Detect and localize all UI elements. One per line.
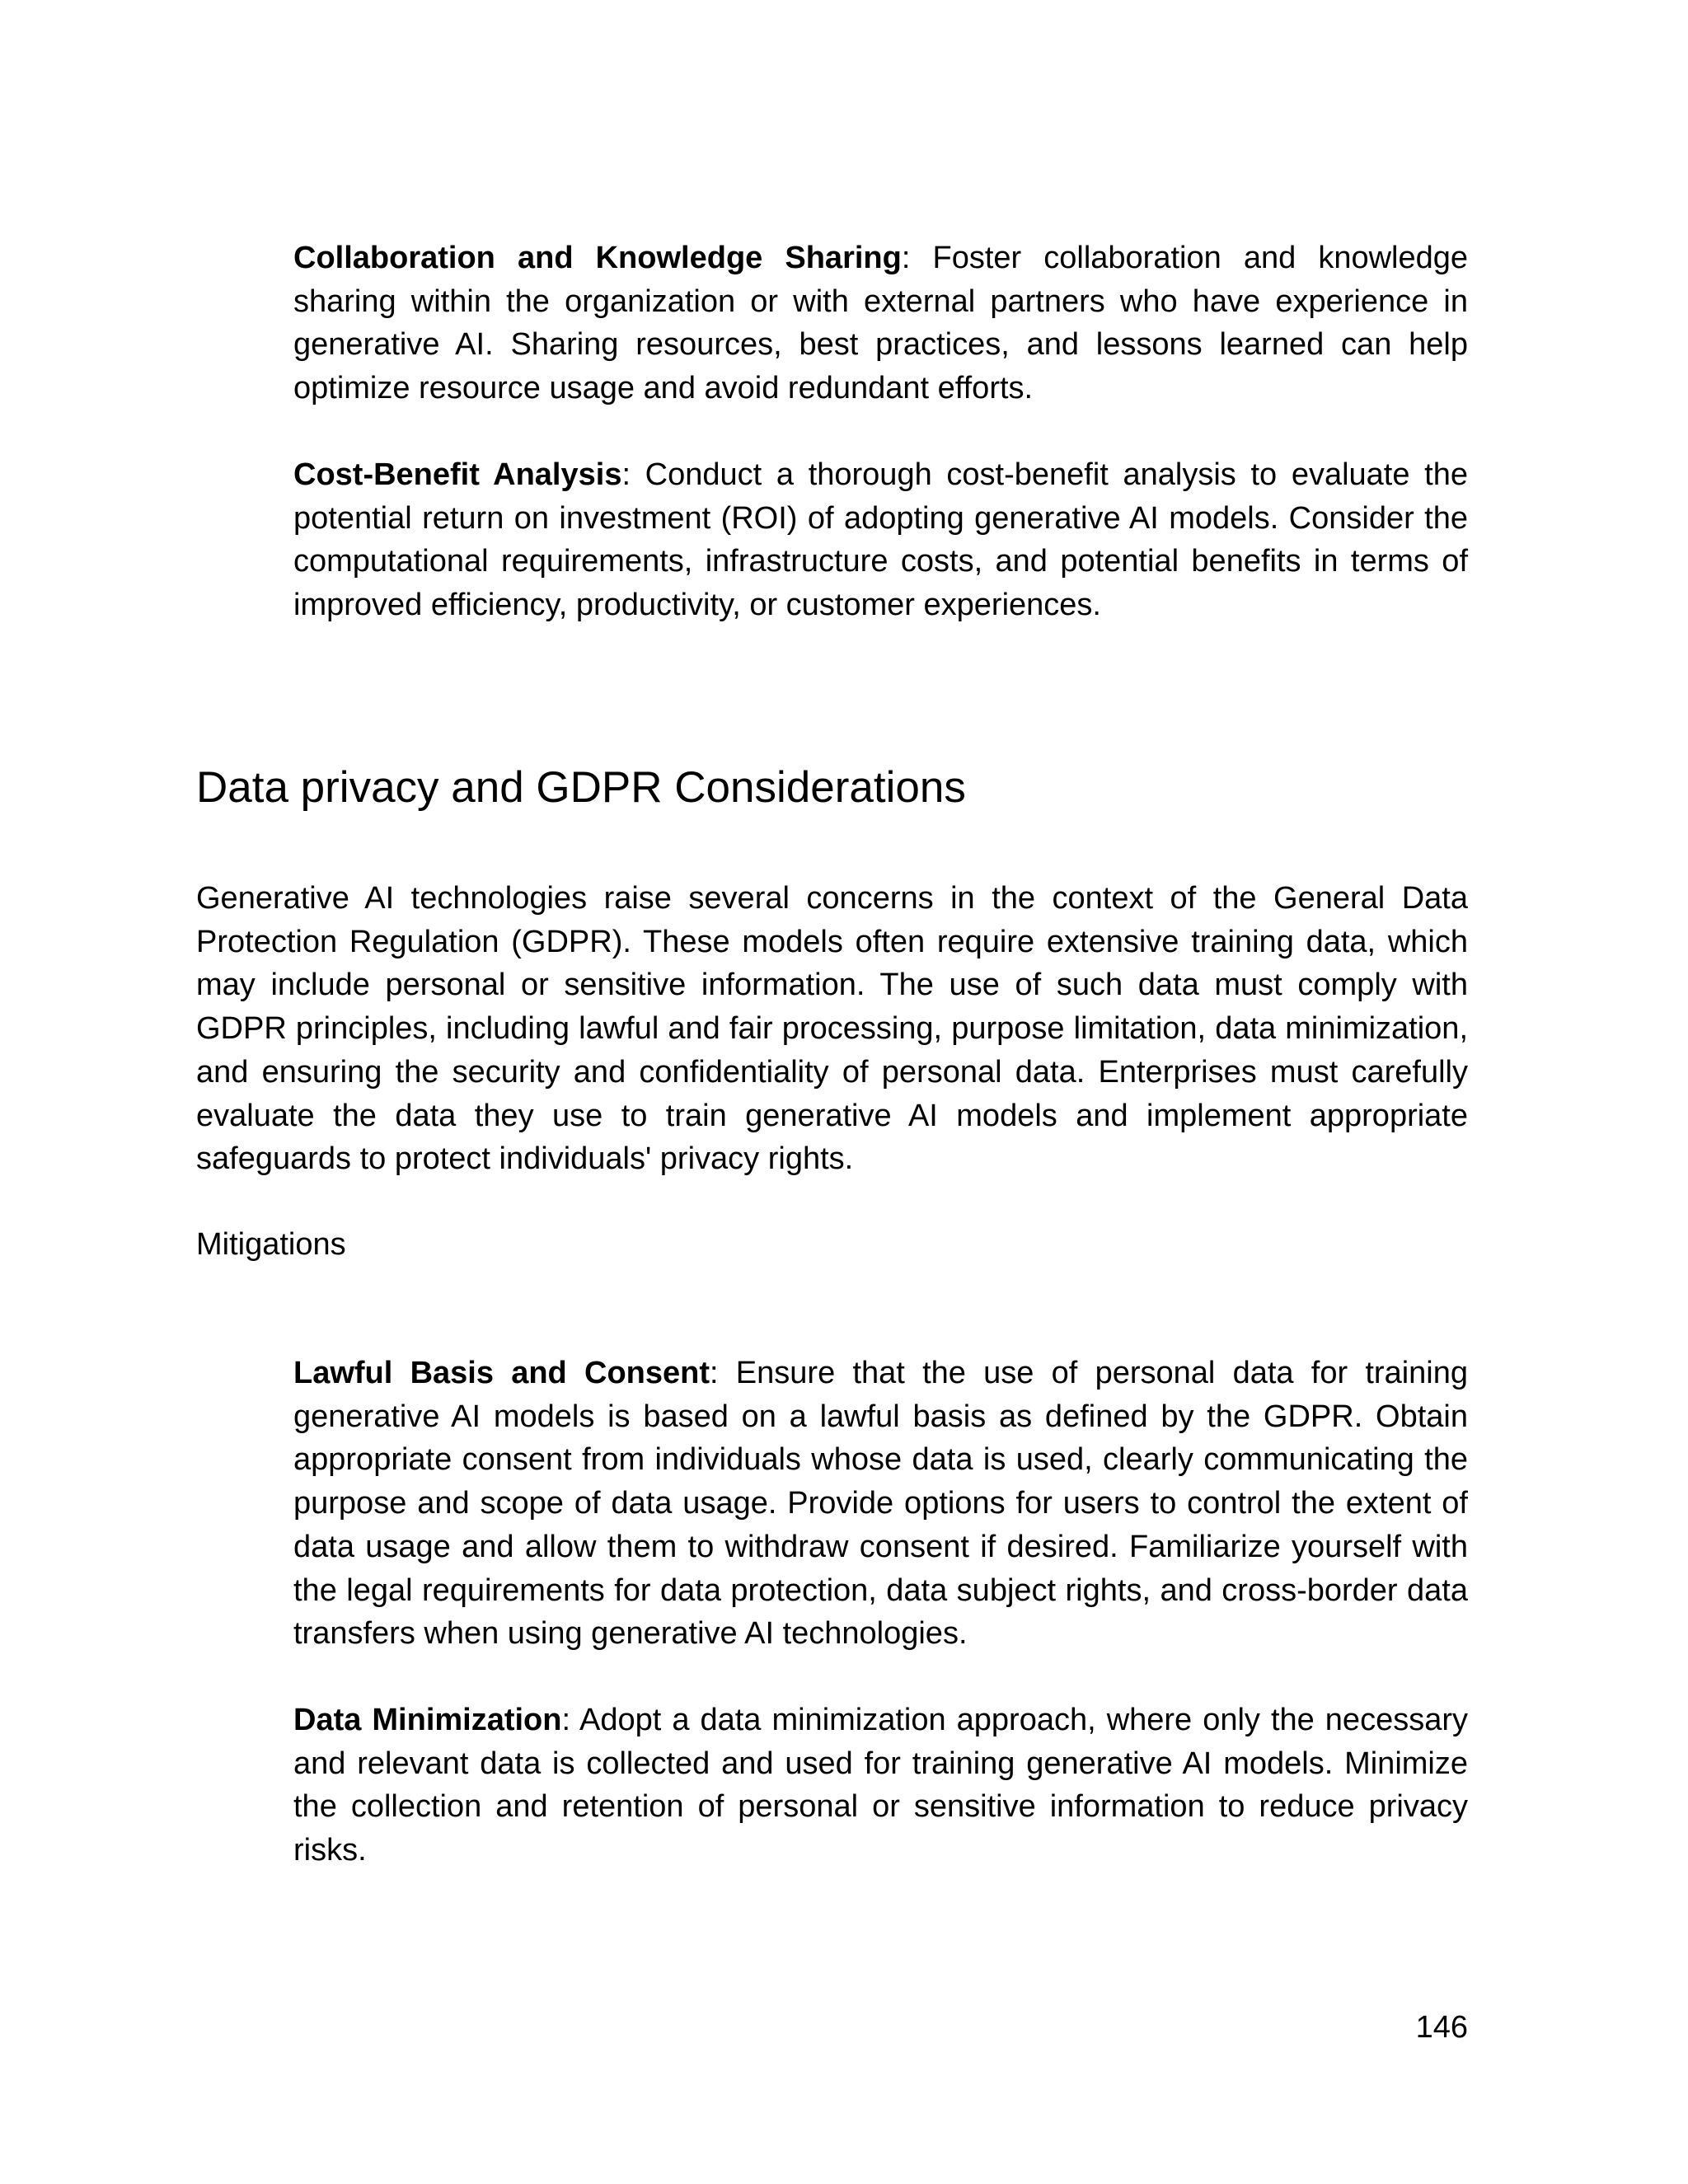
cost-benefit-paragraph xyxy=(293,453,1468,627)
cost-benefit-term: Cost-Benefit Analysis xyxy=(293,457,622,492)
page-number: 146 xyxy=(1415,2010,1468,2045)
lawful-basis-term: Lawful Basis and Consent xyxy=(293,1356,710,1390)
gdpr-intro-paragraph: Generative AI technologies raise several concerns in the context of the General Data Protection Regulation (GDPR). These models often require extensive training data, which may include personal or sensitive information. The use of such data must comply with GDPR principles, including lawful and fair processing, purpose limitation, data minimization, and ensuring the security and confidentiality of personal data. Enterprises must carefully evaluate the data they use to train generative AI models and implement appropriate safeguards to protect individuals' privacy rights. xyxy=(196,881,1468,1177)
data-minimization-paragraph xyxy=(293,1699,1468,1872)
data-minimization-term: Data Minimization xyxy=(293,1703,562,1737)
section-heading: Data privacy and GDPR Considerations xyxy=(196,763,966,812)
lawful-basis-paragraph xyxy=(293,1352,1468,1656)
collaboration-term: Collaboration and Knowledge Sharing xyxy=(293,241,902,275)
lawful-basis-text: : Ensure that the use of personal data for training generative AI models is based on a lawful basis as defined by the GDPR. Obtain appropriate consent from individuals whose data is used, clearly communicating the purpose and scope of data usage. Provide options for users to control the extent of data usage and allow them to withdraw consent if desired. Familiarize yourself with the legal requirements for data protection, data subject rights, and cross-border data transfers when using generative AI technologies. xyxy=(293,1356,1468,1652)
collaboration-paragraph xyxy=(293,237,1468,410)
cost-benefit-text: : Conduct a thorough cost-benefit analysis to evaluate the potential return on investment (ROI) of adopting generative AI models. Consider the computational requirements, infrastructure costs, and potential benefits in terms of improved efficiency, productivity, or customer experiences. xyxy=(293,457,1468,623)
mitigations-label: Mitigations xyxy=(196,1227,346,1262)
collaboration-text: : Foster collaboration and knowledge sharing within the organization or with external partners who have experience in generative AI. Sharing resources, best practices, and lessons learned can help optimize resource usage and avoid redundant efforts. xyxy=(293,241,1469,406)
data-minimization-text: : Adopt a data minimization approach, where only the necessary and relevant data is collected and used for training generative AI models. Minimize the collection and retention of personal or sensitive information to reduce privacy risks. xyxy=(293,1703,1468,1868)
